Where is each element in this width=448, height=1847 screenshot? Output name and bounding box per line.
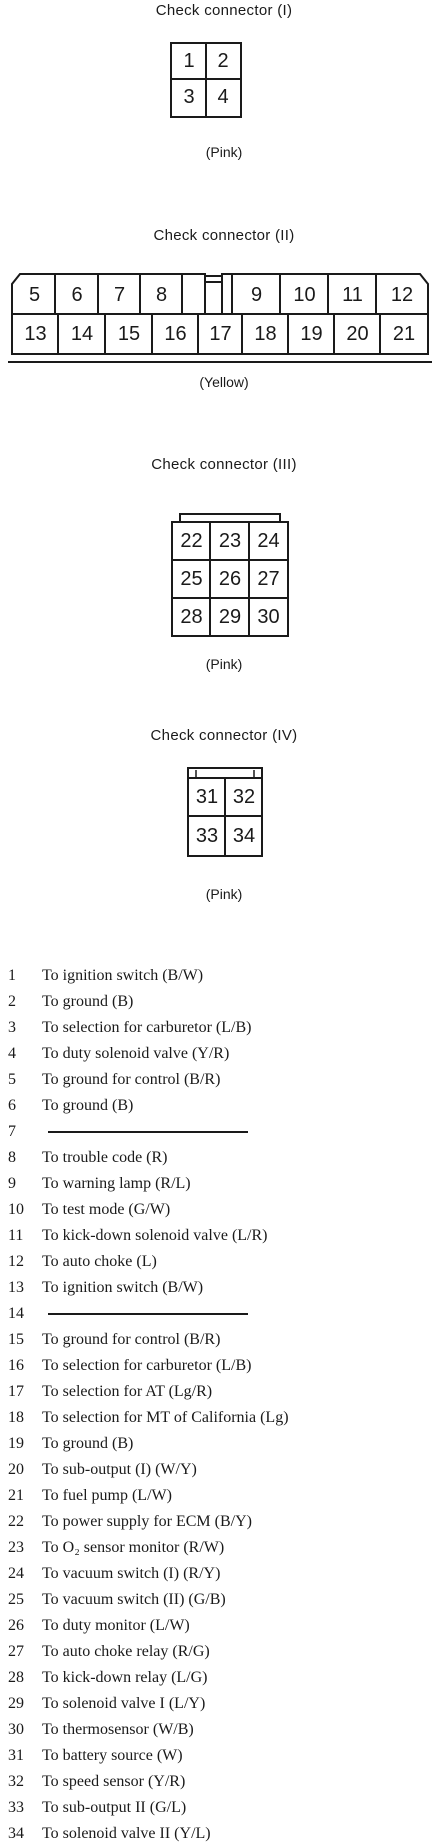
pin-number: 15 xyxy=(8,1331,24,1348)
pin-description: To solenoid valve I (L/Y) xyxy=(42,1695,206,1712)
pin-number: 29 xyxy=(8,1695,24,1712)
pin-description: To auto choke (L) xyxy=(42,1253,157,1270)
pin-number: 5 xyxy=(8,1071,16,1088)
pin-description: To sub-output (I) (W/Y) xyxy=(42,1461,197,1478)
pin-10: 10 xyxy=(293,283,316,306)
pin-description-row xyxy=(8,1405,438,1431)
pin-3: 3 xyxy=(183,85,195,108)
pin-number: 23 xyxy=(8,1539,24,1556)
connector-1-color: (Pink) xyxy=(205,144,243,160)
pin-description: To ignition switch (B/W) xyxy=(42,967,204,984)
pin-description: To selection for carburetor (L/B) xyxy=(42,1019,252,1036)
pin-description: To vacuum switch (II) (G/B) xyxy=(42,1591,226,1608)
pin-14: 14 xyxy=(70,323,94,345)
pin-number: 32 xyxy=(8,1773,24,1790)
pin-number: 8 xyxy=(8,1149,16,1166)
pin-description-row xyxy=(8,1015,438,1041)
pin-description-row xyxy=(8,1561,438,1587)
pin-number: 11 xyxy=(8,1227,24,1244)
pin-9: 9 xyxy=(250,283,263,306)
pin-description-row xyxy=(8,989,438,1015)
pin-number: 30 xyxy=(8,1721,24,1738)
pin-7: 7 xyxy=(113,283,126,306)
pin-number: 12 xyxy=(8,1253,24,1270)
pin-23: 23 xyxy=(218,529,242,552)
pin-number: 3 xyxy=(8,1019,16,1036)
pin-description: To ground for control (B/R) xyxy=(42,1071,221,1088)
pin-description-row xyxy=(8,1665,438,1691)
pin-12: 12 xyxy=(390,283,414,306)
connector-4-title: Check connector (IV) xyxy=(150,727,298,744)
pin-number: 6 xyxy=(8,1097,16,1114)
pin-description-row xyxy=(8,1249,438,1275)
pin-description: To test mode (G/W) xyxy=(42,1201,171,1218)
pin-description: To fuel pump (L/W) xyxy=(42,1487,172,1504)
unused-pin-line xyxy=(48,1131,248,1133)
pin-number: 25 xyxy=(8,1591,24,1608)
pin-20: 20 xyxy=(346,323,369,345)
pin-11: 11 xyxy=(342,283,363,306)
pin-description: To kick-down relay (L/G) xyxy=(42,1669,208,1686)
pin-33: 33 xyxy=(195,824,219,847)
pin-number: 28 xyxy=(8,1669,24,1686)
pin-number: 4 xyxy=(8,1045,16,1062)
pin-description: To thermosensor (W/B) xyxy=(42,1721,194,1738)
pin-25: 25 xyxy=(180,567,203,590)
pin-21: 21 xyxy=(392,323,416,345)
pin-description: To ground (B) xyxy=(42,1435,134,1452)
pin-description: To trouble code (R) xyxy=(42,1149,168,1166)
pin-description-row xyxy=(8,1613,438,1639)
pin-description-row xyxy=(8,1457,438,1483)
pin-description: To warning lamp (R/L) xyxy=(42,1175,191,1192)
pin-description-row xyxy=(8,1067,438,1093)
pin-description-row xyxy=(8,1223,438,1249)
pin-description: To duty solenoid valve (Y/R) xyxy=(42,1045,230,1062)
pin-description: To duty monitor (L/W) xyxy=(42,1617,190,1634)
pin-description-row xyxy=(8,1639,438,1665)
pin-description-row xyxy=(8,1275,438,1301)
pin-6: 6 xyxy=(71,283,83,306)
pin-description-row xyxy=(8,1717,438,1743)
pin-8: 8 xyxy=(155,283,168,306)
pin-description-row xyxy=(8,1171,438,1197)
pin-description-row xyxy=(8,1535,438,1561)
pin-description-list xyxy=(8,963,438,1847)
pin-description-row xyxy=(8,1743,438,1769)
pin-description-row xyxy=(8,1509,438,1535)
pin-description: To solenoid valve II (Y/L) xyxy=(42,1825,211,1842)
pin-number: 9 xyxy=(8,1175,16,1192)
pin-description-row xyxy=(8,1301,438,1327)
pin-number: 22 xyxy=(8,1513,24,1530)
pin-number: 34 xyxy=(8,1825,24,1842)
pin-description: To speed sensor (Y/R) xyxy=(42,1773,186,1790)
pin-17: 17 xyxy=(209,323,232,345)
pin-description: To power supply for ECM (B/Y) xyxy=(42,1513,252,1530)
connector-2-color: (Yellow) xyxy=(199,374,249,390)
pin-5: 5 xyxy=(28,283,41,306)
pin-16: 16 xyxy=(164,323,187,345)
pin-24: 24 xyxy=(257,529,280,552)
pin-31: 31 xyxy=(195,785,219,808)
pin-description: To battery source (W) xyxy=(42,1747,183,1764)
pin-description-row xyxy=(8,1379,438,1405)
pin-number: 19 xyxy=(8,1435,24,1452)
pin-number: 2 xyxy=(8,993,16,1010)
pin-number: 17 xyxy=(8,1383,24,1400)
connector-3-color: (Pink) xyxy=(205,656,243,672)
pin-19: 19 xyxy=(300,323,323,345)
pin-29: 29 xyxy=(218,605,242,628)
pin-number: 10 xyxy=(8,1201,24,1218)
pin-18: 18 xyxy=(254,323,277,345)
pin-13: 13 xyxy=(24,323,47,345)
pin-26: 26 xyxy=(218,567,242,590)
pin-description: To ignition switch (B/W) xyxy=(42,1279,204,1296)
unused-pin-line xyxy=(48,1313,248,1315)
pin-description-row xyxy=(8,1769,438,1795)
pin-number: 1 xyxy=(8,967,16,984)
pin-description-row xyxy=(8,1145,438,1171)
pin-description-row xyxy=(8,1197,438,1223)
pin-description: To kick-down solenoid valve (L/R) xyxy=(42,1227,268,1244)
pin-description: To sub-output II (G/L) xyxy=(42,1799,187,1816)
connector-2-title: Check connector (II) xyxy=(153,227,295,244)
pin-number: 18 xyxy=(8,1409,24,1426)
pin-32: 32 xyxy=(232,785,256,808)
pin-description-row xyxy=(8,1691,438,1717)
connector-3-title: Check connector (III) xyxy=(151,456,297,473)
pin-description: To selection for AT (Lg/R) xyxy=(42,1383,213,1400)
pin-22: 22 xyxy=(180,529,203,552)
pin-description: To O₂ sensor monitor (R/W) xyxy=(42,1539,225,1556)
pin-number: 21 xyxy=(8,1487,24,1504)
pin-description: To auto choke relay (R/G) xyxy=(42,1643,210,1660)
pin-4: 4 xyxy=(217,85,229,108)
pin-15: 15 xyxy=(117,323,141,345)
connector-1-title: Check connector (I) xyxy=(155,2,293,19)
pin-description-row xyxy=(8,1041,438,1067)
pin-description-row xyxy=(8,1795,438,1821)
pin-description: To selection for carburetor (L/B) xyxy=(42,1357,252,1374)
pin-number: 24 xyxy=(8,1565,24,1582)
pin-description-row xyxy=(8,963,438,989)
pin-number: 16 xyxy=(8,1357,24,1374)
pin-number: 27 xyxy=(8,1643,24,1660)
pin-30: 30 xyxy=(257,605,280,628)
connector-4-color: (Pink) xyxy=(205,886,243,902)
pin-description: To selection for MT of California (Lg) xyxy=(42,1409,289,1426)
pin-description: To ground (B) xyxy=(42,993,134,1010)
pin-description-row xyxy=(8,1587,438,1613)
pin-description: To vacuum switch (I) (R/Y) xyxy=(42,1565,221,1582)
pin-description-row xyxy=(8,1353,438,1379)
pin-number: 7 xyxy=(8,1123,16,1140)
pin-description-row xyxy=(8,1093,438,1119)
pin-number: 14 xyxy=(8,1305,24,1322)
pin-number: 20 xyxy=(8,1461,24,1478)
pin-34: 34 xyxy=(232,824,256,847)
pin-description-row xyxy=(8,1483,438,1509)
pin-description-row xyxy=(8,1821,438,1847)
pin-description: To ground (B) xyxy=(42,1097,134,1114)
pin-description-row xyxy=(8,1119,438,1145)
pin-27: 27 xyxy=(257,567,280,590)
pin-number: 26 xyxy=(8,1617,24,1634)
pin-description-row xyxy=(8,1431,438,1457)
pin-number: 13 xyxy=(8,1279,24,1296)
pin-description: To ground for control (B/R) xyxy=(42,1331,221,1348)
pin-number: 31 xyxy=(8,1747,24,1764)
pin-description-row xyxy=(8,1327,438,1353)
pin-number: 33 xyxy=(8,1799,24,1816)
pin-28: 28 xyxy=(180,605,203,628)
pin-1: 1 xyxy=(183,49,195,72)
pin-2: 2 xyxy=(217,49,229,72)
